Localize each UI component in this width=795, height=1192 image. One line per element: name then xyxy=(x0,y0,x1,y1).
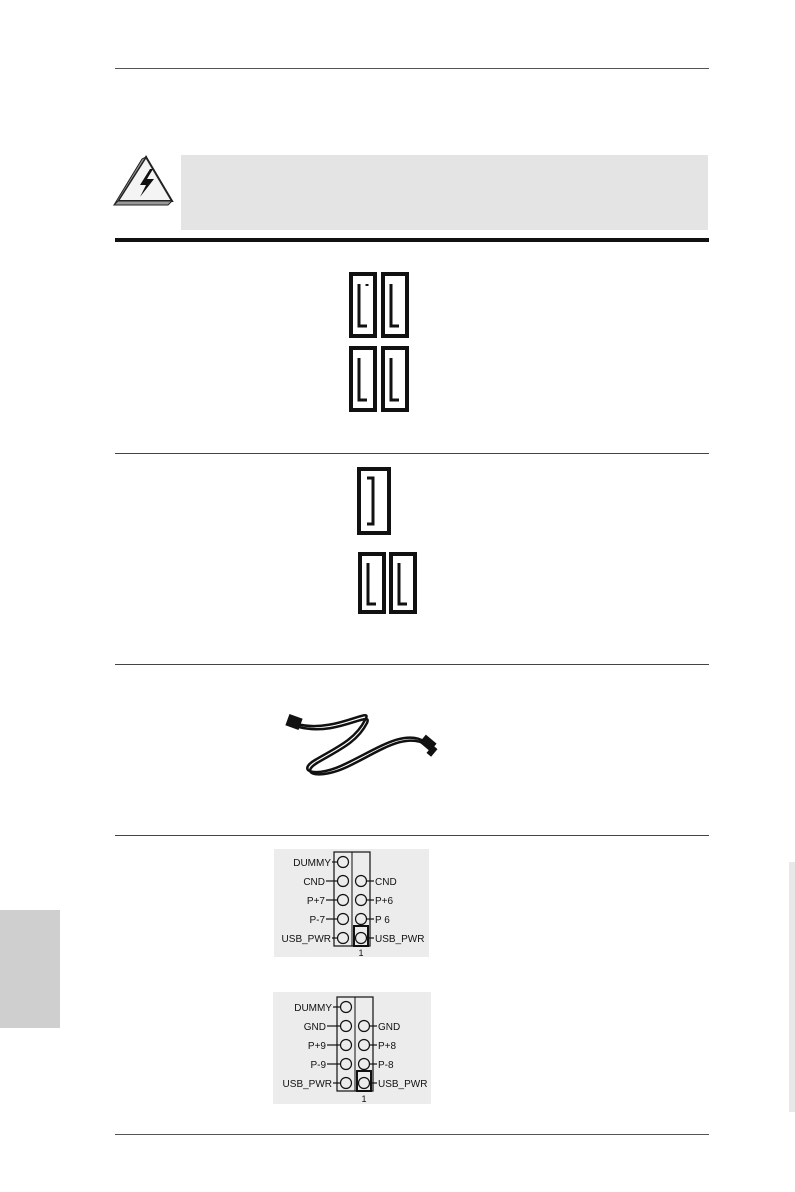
pin-label: USB_PWR xyxy=(375,934,425,945)
sata-connectors-2x2-drawing xyxy=(345,272,415,414)
pin-label: CND xyxy=(303,877,325,888)
pin-label: P-9 xyxy=(310,1060,326,1071)
pin-label: P+9 xyxy=(307,1041,326,1052)
language-side-tab xyxy=(0,910,60,1028)
pin-label: P+7 xyxy=(306,896,325,907)
pin-label: GND xyxy=(303,1022,326,1033)
pin-label: P-8 xyxy=(378,1060,394,1071)
sata-connectors-3-drawing xyxy=(355,466,425,616)
pin-label: USB_PWR xyxy=(282,1079,332,1090)
pin-label: P+8 xyxy=(378,1041,397,1052)
sata-cable-drawing xyxy=(275,700,455,780)
pin-label: GND xyxy=(378,1022,401,1033)
section-divider xyxy=(115,664,709,665)
warning-note-box xyxy=(181,155,708,230)
pin-label: DUMMY xyxy=(294,1003,332,1014)
pin-label: USB_PWR xyxy=(281,934,331,945)
pin-label: P-7 xyxy=(309,915,325,926)
section-divider xyxy=(115,835,709,836)
page-top-rule xyxy=(115,68,709,69)
pin-label: DUMMY xyxy=(293,858,331,869)
page-edge-shade xyxy=(789,862,795,1112)
usb-header-pinout-2 xyxy=(273,992,431,1104)
high-voltage-warning-icon xyxy=(112,153,176,209)
section-divider xyxy=(115,453,709,454)
pin-label: P 6 xyxy=(375,915,390,926)
usb-header-pinout-1 xyxy=(274,849,429,957)
pin-label: USB_PWR xyxy=(378,1079,428,1090)
pin-label: P+6 xyxy=(375,896,394,907)
pin1-marker: 1 xyxy=(358,948,364,957)
page-bottom-rule xyxy=(115,1134,709,1135)
pin1-marker: 1 xyxy=(361,1094,367,1104)
pin-label: CND xyxy=(375,877,397,888)
section-divider-thick xyxy=(115,238,709,242)
